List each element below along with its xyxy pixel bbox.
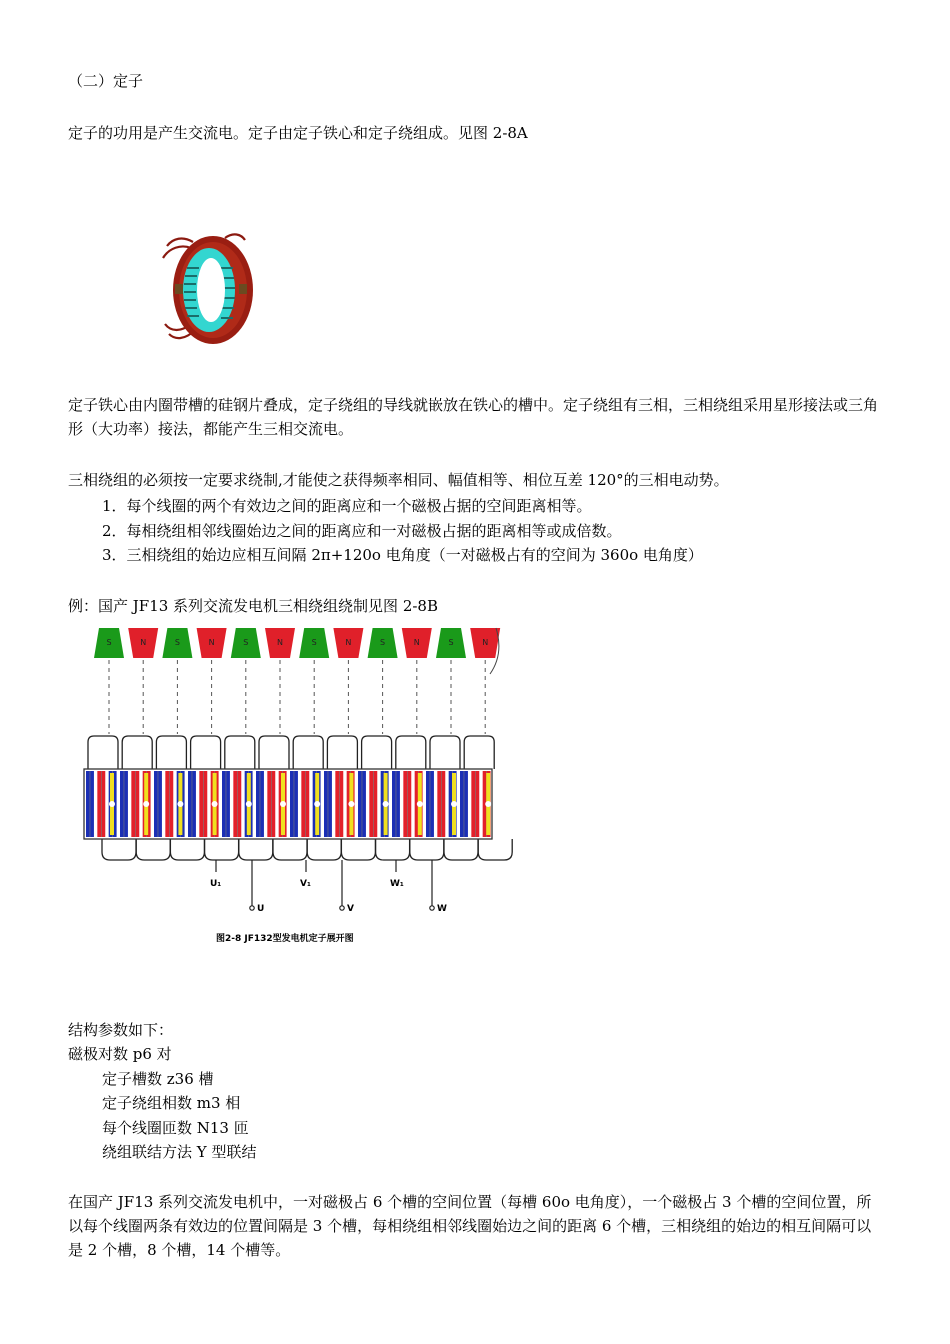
coil-top [430, 736, 460, 769]
coil-bottom [205, 839, 239, 860]
param-item: 定子绕组相数 m3 相 [102, 1094, 241, 1112]
pole-label: N [277, 638, 283, 647]
requirement-item: 3．三相绕组的始边应相互间隔 2π+120o 电角度（一对磁极占有的空间为 360o 电角度） [102, 546, 703, 564]
coil-top [293, 736, 323, 769]
closing-paragraph: 在国产 JF13 系列交流发电机中，一对磁极占 6 个槽的空间位置（每槽 60o 电角度），一个磁极占 3 个槽的空间位置，所以每个线圈两条有效边的位置间隔是 3 个槽，每相绕组相邻线圈始边之间的距离 6 个槽，三相绕组的始边的相互间隔可以是 2 个槽，8 个槽，14 个槽等。 [68, 1193, 872, 1259]
pole-label: N [345, 638, 352, 647]
coil-top [122, 736, 152, 769]
coil-top [464, 736, 494, 769]
requirement-item: 1．每个线圈的两个有效边之间的距离应和一个磁极占据的空间距离相等。 [102, 497, 592, 515]
magnetic-poles [94, 628, 500, 674]
phase-start-label: W₁ [390, 879, 404, 889]
coil-bottom [341, 839, 375, 860]
phase-start-label: U₁ [210, 879, 222, 889]
coil-bottom [444, 839, 478, 860]
intro-paragraph: 定子的功用是产生交流电。定子由定子铁心和定子绕组成。见图 2-8A [68, 124, 528, 142]
figure-caption: 图2-8 JF132型发电机定子展开图 [216, 934, 354, 944]
pole-label: S [380, 638, 386, 647]
requirements-intro: 三相绕组的必须按一定要求绕制,才能使之获得频率相同、幅值相等、相位互差 120°的三相电动势。 [68, 471, 729, 489]
coil-bottom [478, 839, 512, 860]
phase-terminal-label: V [347, 904, 354, 914]
pole-label: N [140, 638, 147, 647]
coil-bottom [273, 839, 307, 860]
pole-label: N [413, 638, 420, 647]
example-line: 例：国产 JF13 系列交流发电机三相绕组绕制见图 2-8B [68, 597, 438, 615]
section-heading: （二）定子 [68, 72, 144, 90]
requirement-item: 2．每相绕组相邻线圈始边之间的距离应和一对磁极占据的距离相等或成倍数。 [102, 522, 622, 540]
coil-bottom [307, 839, 341, 860]
param-item: 定子槽数 z36 槽 [102, 1070, 214, 1088]
param-item: 绕组联结方法 Y 型联结 [102, 1143, 257, 1161]
param-item: 每个线圈匝数 N13 匝 [102, 1119, 249, 1137]
phase-terminal-label: U [257, 904, 265, 914]
params-heading: 结构参数如下： [68, 1021, 174, 1039]
coil-top [362, 736, 392, 769]
pole-label: N [482, 638, 489, 647]
pole-label: S [106, 638, 112, 647]
param-pole-pairs: 磁极对数 p6 对 [68, 1045, 172, 1063]
coil-top [259, 736, 289, 769]
pole-label: N [208, 638, 215, 647]
coil-top [156, 736, 186, 769]
coil-bottom [376, 839, 410, 860]
coil-top [88, 736, 118, 769]
coil-bottom [102, 839, 136, 860]
coil-bottom [136, 839, 170, 860]
pole-label: S [448, 638, 454, 647]
phase-start-label: V₁ [300, 879, 311, 889]
core-paragraph: 定子铁心由内圈带槽的硅钢片叠成，定子绕组的导线就嵌放在铁心的槽中。定子绕组有三相，三相绕组采用星形接法或三角形（大功率）接法，都能产生三相交流电。 [68, 396, 879, 438]
pole-label: S [174, 638, 180, 647]
coil-bottom [170, 839, 204, 860]
pole-label: S [243, 638, 249, 647]
coil-top [191, 736, 221, 769]
phase-terminal-label: W [437, 904, 447, 914]
coil-bottom [410, 839, 444, 860]
coil-top [225, 736, 255, 769]
stator-illustration [155, 228, 265, 350]
coil-top [327, 736, 357, 769]
coil-top [396, 736, 426, 769]
stator-expansion-diagram [82, 624, 527, 954]
pole-label: S [311, 638, 317, 647]
stator-slots [86, 771, 491, 837]
stator-bore [197, 258, 225, 322]
coil-bottom [239, 839, 273, 860]
